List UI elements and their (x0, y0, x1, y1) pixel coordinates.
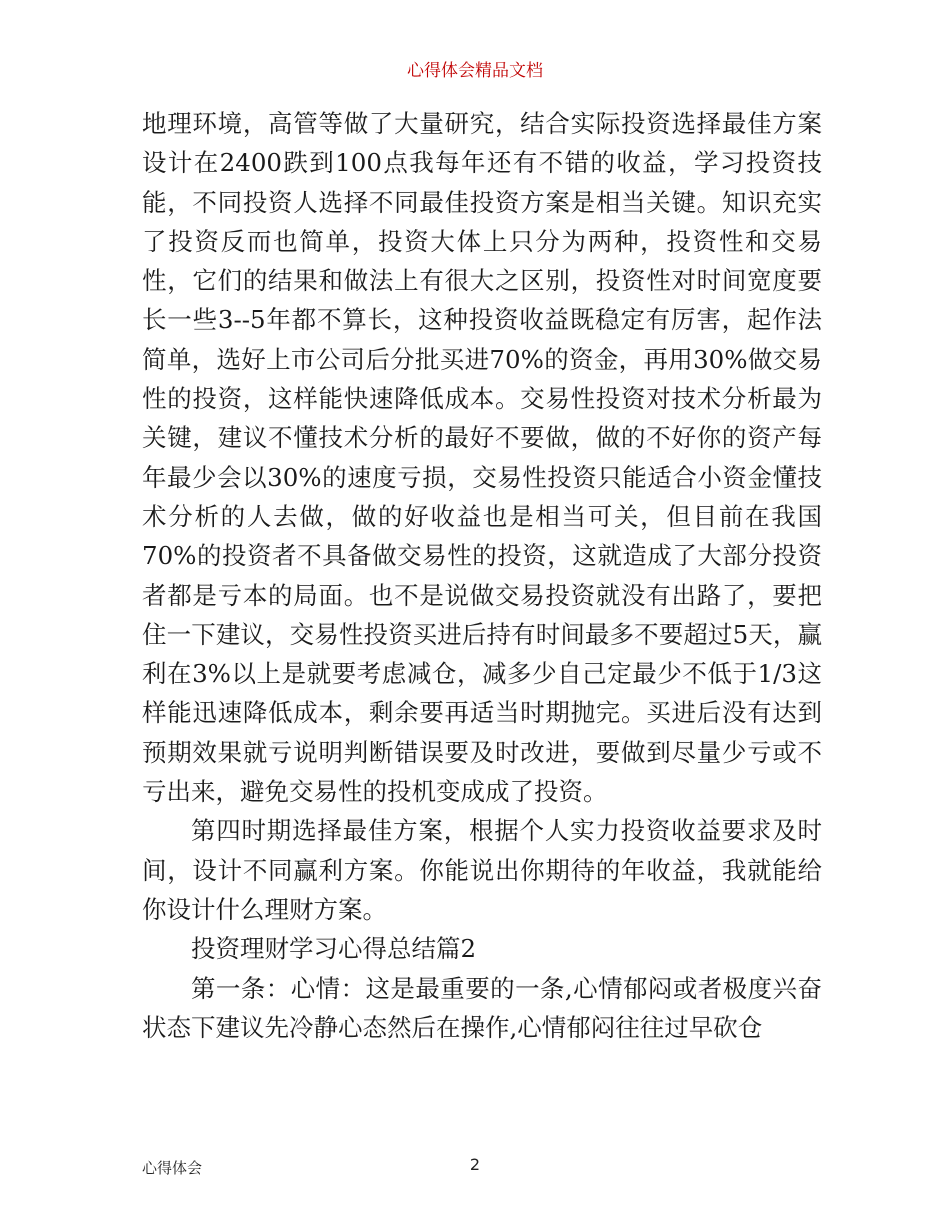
section-heading: 投资理财学习心得总结篇2 (191, 934, 477, 964)
paragraph: 第四时期选择最佳方案，根据个人实力投资收益要求及时间，设计不同赢利方案。你能说出你期待的年收益，我就能给你设计什么理财方案。 (142, 816, 822, 924)
page-number: 2 (469, 1155, 481, 1174)
page-header-title: 心得体会精品文档 (407, 61, 543, 81)
document-body (142, 104, 822, 1047)
paragraph: 第一条：心情：这是最重要的一条,心情郁闷或者极度兴奋状态下建议先冷静心态然后在操作,心情郁闷往往过早砍仓 (142, 973, 822, 1042)
footer-label: 心得体会 (142, 1159, 203, 1177)
paragraph: 地理环境，高管等做了大量研究，结合实际投资选择最佳方案设计在2400跌到100点我每年还有不错的收益，学习投资技能，不同投资人选择不同最佳投资方案是相当关键。知识充实了投资反而也简单，投资大体上只分为两种，投资性和交易性，它们的结果和做法上有很大之区别，投资性对时间宽度要长一些3--5年都不算长，这种投资收益既稳定有厉害，起作法简单，选好上市公司后分批买进70%的资金，再用30%做交易性的投资，这样能快速降低成本。交易性投资对技术分析最为关键，建议不懂技术分析的最好不要做，做的不好你的资产每年最少会以30%的速度亏损，交易性投资只能适合小资金懂技术分析的人去做，做的好收益也是相当可关，但目前在我国70%的投资者不具备做交易性的投资，这就造成了大部分投资者都是亏本的局面。也不是说做交易投资就没有出路了，要把住一下建议，交易性投资买进后持有时间最多不要超过5天，赢利在3%以上是就要考虑减仓，减多少自己定最少不低于1/3这样能迅速降低成本，剩余要再适当时期抛完。买进后没有达到预期效果就亏说明判断错误要及时改进，要做到尽量少亏或不亏出来，避免交易性的投机变成成了投资。 (142, 109, 822, 807)
